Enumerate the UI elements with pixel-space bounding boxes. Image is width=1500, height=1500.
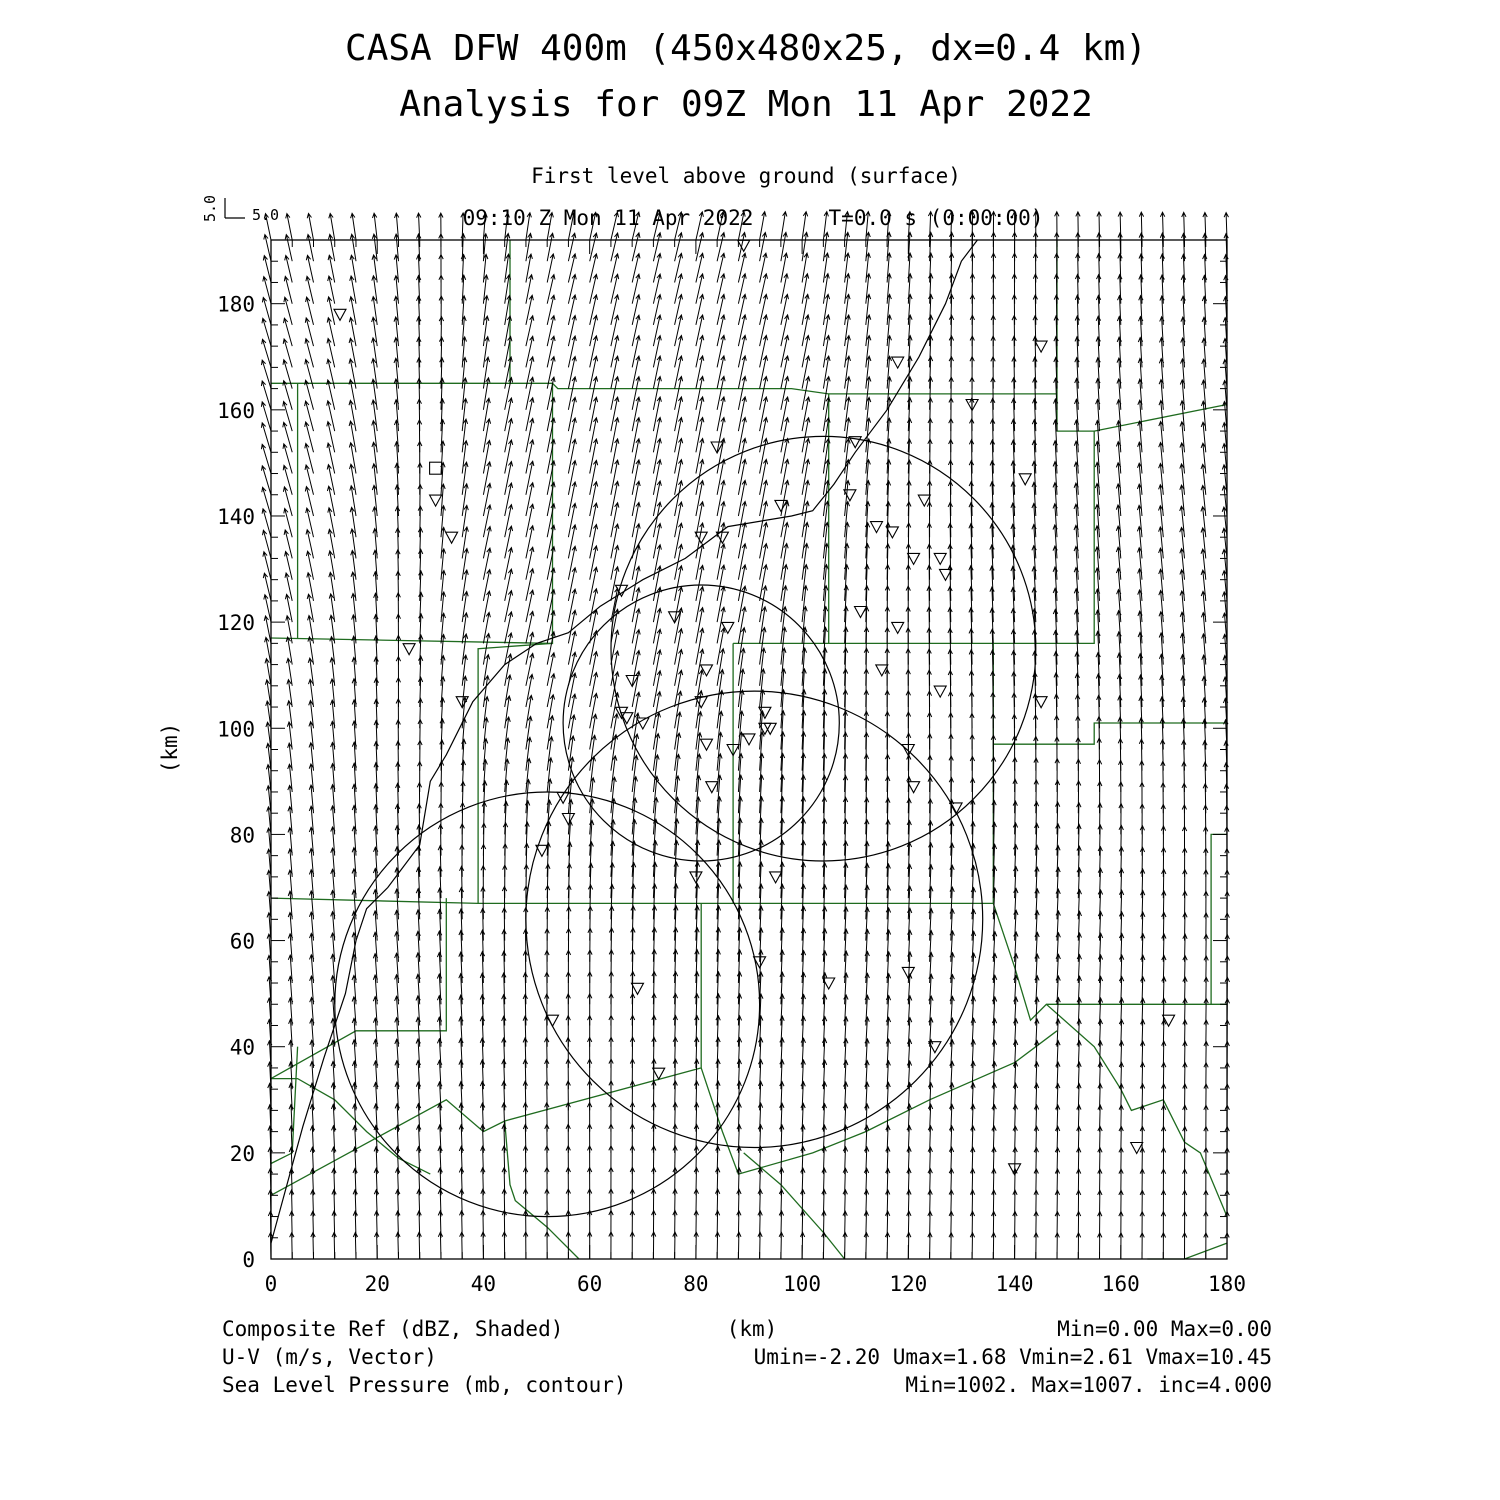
station-triangle	[1131, 1143, 1143, 1154]
wind-vector	[332, 1211, 336, 1238]
x-axis-label: (km)	[726, 1317, 778, 1341]
field1-label: Composite Ref (dBZ, Shaded)	[222, 1317, 564, 1341]
x-tick-label: 0	[264, 1272, 278, 1296]
station-triangle	[701, 739, 713, 750]
wind-vector	[802, 212, 808, 240]
vector-scale-x-label: 5.0	[252, 206, 280, 224]
boundary-line	[478, 643, 733, 903]
wind-vector	[864, 1211, 868, 1238]
wind-vector	[801, 1211, 805, 1238]
station-triangle	[876, 665, 888, 676]
wind-vector	[907, 1190, 911, 1217]
station-triangle	[934, 686, 946, 697]
wind-vector	[1162, 998, 1166, 1025]
wind-vector	[717, 565, 725, 601]
x-tick-label: 160	[1101, 1272, 1140, 1296]
wind-vector	[822, 1190, 826, 1217]
station-triangle	[1035, 697, 1047, 708]
x-tick-label: 20	[364, 1272, 390, 1296]
wind-vector	[418, 506, 422, 537]
model-time-label: T=0.0 s (0:00:00)	[828, 206, 1044, 230]
wind-vector	[417, 804, 421, 835]
x-tick-label: 120	[889, 1272, 928, 1296]
wind-vector	[1140, 1063, 1144, 1090]
y-tick-label: 180	[217, 292, 255, 317]
station-triangle	[562, 814, 574, 825]
wind-vector	[417, 1211, 421, 1238]
vector-scale-key	[201, 195, 279, 224]
wind-vector	[696, 608, 704, 644]
wind-vector	[738, 480, 746, 516]
station-triangle	[632, 983, 644, 994]
level-subtitle: First level above ground (surface)	[531, 164, 961, 188]
wind-vector	[568, 842, 572, 877]
wind-vector	[438, 1211, 442, 1238]
wind-vector	[760, 501, 768, 537]
boundary-line	[733, 643, 993, 903]
y-axis-label: (km)	[158, 722, 182, 774]
wind-vector	[547, 822, 551, 856]
boundary-line	[1147, 1243, 1227, 1259]
boundary-line	[1046, 1004, 1227, 1216]
wind-vector	[760, 523, 768, 559]
station-triangle	[934, 553, 946, 564]
y-tick-label: 80	[229, 823, 255, 848]
wind-vector	[992, 1148, 996, 1175]
wind-vector	[717, 586, 725, 622]
pressure-contour	[563, 585, 839, 861]
wind-vector	[949, 1169, 953, 1196]
wind-vector	[843, 1190, 847, 1217]
wind-vector	[675, 629, 683, 665]
wind-vectors	[261, 212, 1229, 1259]
wind-vector	[675, 650, 683, 686]
y-tick-label: 0	[242, 1248, 255, 1272]
boundary-line	[993, 723, 1227, 744]
wind-vector	[738, 523, 746, 559]
station-square	[430, 462, 442, 474]
y-tick-label: 100	[217, 717, 255, 742]
plot-frame	[271, 240, 1227, 1259]
wind-vector	[1140, 1041, 1144, 1068]
wind-vector	[738, 544, 746, 580]
wind-vector	[653, 650, 661, 686]
wind-vector	[760, 544, 768, 580]
wind-vector	[525, 822, 529, 856]
wind-vector	[1055, 1126, 1059, 1153]
x-tick-label: 80	[683, 1272, 709, 1296]
wind-vector	[396, 1232, 400, 1259]
wind-vector	[1013, 1126, 1017, 1153]
station-triangle	[334, 309, 346, 320]
wind-vector	[886, 1190, 890, 1217]
station-triangle	[908, 782, 920, 793]
wind-vector	[758, 1189, 762, 1216]
station-triangle	[1035, 341, 1047, 352]
y-tick-label: 60	[229, 929, 255, 954]
wind-vector	[1098, 1084, 1102, 1111]
wind-vector	[483, 781, 487, 813]
wind-vector	[738, 565, 746, 601]
station-triangle	[908, 553, 920, 564]
vector-scale-y-label: 5.0	[201, 194, 219, 222]
station-triangle	[871, 522, 883, 533]
field1-stats: Min=0.00 Max=0.00	[1057, 1317, 1272, 1341]
wind-vector	[737, 1168, 741, 1196]
boundary-line	[993, 903, 1227, 1020]
wind-vector	[696, 628, 704, 664]
station-triangle	[653, 1068, 665, 1079]
wind-vector	[1098, 1105, 1102, 1132]
x-tick-label: 180	[1208, 1272, 1246, 1296]
wind-vector	[653, 671, 661, 707]
y-tick-label: 120	[217, 611, 255, 636]
field2-label: U-V (m/s, Vector)	[222, 1345, 437, 1369]
wind-vector	[459, 1189, 463, 1216]
station-triangle	[738, 240, 750, 251]
wind-vector	[971, 1147, 975, 1174]
station-triangle	[770, 872, 782, 883]
station-triangle	[430, 495, 442, 506]
wind-vector	[504, 802, 508, 835]
station-triangle	[743, 734, 755, 745]
wind-vector	[1077, 1105, 1081, 1132]
x-tick-label: 40	[470, 1272, 497, 1296]
station-triangle	[855, 607, 867, 618]
station-triangle	[844, 490, 856, 501]
y-tick-label: 40	[229, 1035, 255, 1060]
station-triangle	[446, 532, 458, 543]
wind-vector	[1034, 1126, 1038, 1153]
wind-vector	[781, 501, 789, 537]
plot-axes	[217, 240, 1246, 1296]
station-triangle	[892, 622, 904, 633]
title-line1: CASA DFW 400m (450x480x25, dx=0.4 km)	[345, 28, 1147, 69]
wind-vector	[781, 480, 789, 516]
title-line2: Analysis for 09Z Mon 11 Apr 2022	[399, 84, 1093, 125]
wind-vector	[289, 1190, 293, 1217]
wind-vector	[1162, 977, 1166, 1004]
wind-vector	[632, 671, 640, 707]
field3-label: Sea Level Pressure (mb, contour)	[222, 1373, 627, 1397]
wind-vector	[760, 480, 768, 516]
station-triangle	[1019, 474, 1031, 485]
wind-vector	[717, 544, 725, 580]
station-markers	[334, 240, 1175, 1175]
valid-time-label: 09:10 Z Mon 11 Apr 2022	[462, 206, 754, 230]
station-triangle	[706, 782, 718, 793]
wind-vector	[589, 842, 593, 877]
wind-vector	[928, 1169, 932, 1196]
x-tick-label: 100	[783, 1272, 822, 1296]
station-triangle	[892, 357, 904, 368]
station-triangle	[403, 644, 415, 655]
wind-vector	[374, 1211, 378, 1238]
county-boundaries	[271, 240, 1227, 1259]
station-triangle	[775, 500, 787, 511]
field3-stats: Min=1002. Max=1007. inc=4.000	[905, 1373, 1272, 1397]
wind-vector	[801, 1190, 805, 1217]
wind-vector	[311, 1211, 315, 1238]
wind-vector	[738, 502, 746, 538]
boundary-line	[271, 1047, 298, 1164]
x-tick-label: 140	[995, 1272, 1034, 1296]
y-tick-label: 20	[229, 1141, 255, 1166]
wind-vector	[1119, 1062, 1123, 1089]
y-tick-label: 160	[217, 398, 255, 423]
field2-stats: Umin=-2.20 Umax=1.68 Vmin=2.61 Vmax=10.45	[753, 1345, 1272, 1369]
x-tick-label: 60	[577, 1272, 603, 1296]
y-tick-label: 140	[217, 504, 255, 529]
wind-vector	[353, 1233, 357, 1260]
